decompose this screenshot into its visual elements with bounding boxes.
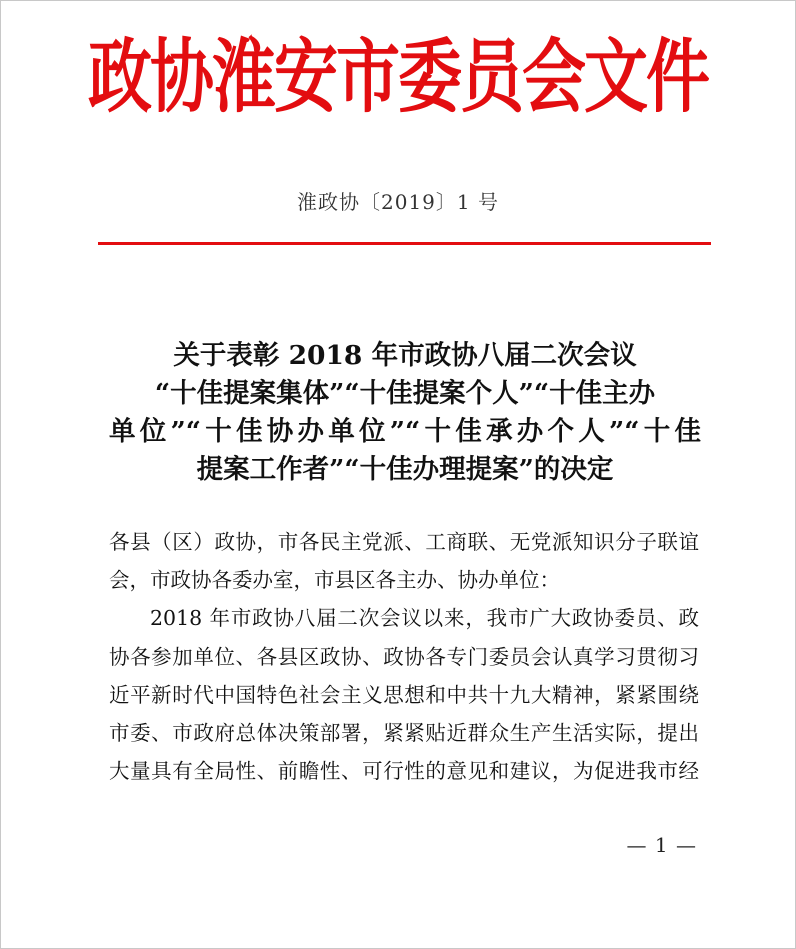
paragraph-line: 大量具有全局性、前瞻性、可行性的意见和建议，为促进我市经 (109, 759, 699, 784)
title-line: “十佳提案集体”“十佳提案个人”“十佳主办 (154, 378, 656, 409)
addressee-line: 会，市政协各委办室，市县区各主办、协办单位： (109, 568, 560, 593)
red-separator-line (98, 242, 711, 245)
document-title (109, 337, 701, 489)
page-number: — 1 — (626, 833, 697, 857)
title-line: 关于表彰 2018 年市政协八届二次会议 (173, 340, 637, 371)
addressee-line: 各县（区）政协，市各民主党派、工商联、无党派知识分子联谊 (109, 530, 699, 554)
paragraph-line: 近平新时代中国特色社会主义思想和中共十九大精神，紧紧围绕 (109, 682, 699, 707)
document-body (109, 523, 699, 790)
title-line: 提案工作者”“十佳办理提案”的决定 (196, 454, 614, 485)
paragraph-line: 协各参加单位、各县区政协、政协各专门委员会认真学习贯彻习 (109, 644, 699, 669)
paragraph-line: 市委、市政府总体决策部署，紧紧贴近群众生产生活实际，提出 (109, 721, 699, 746)
document-number: 淮政协〔2019〕1 号 (297, 190, 499, 214)
paragraph-line: 2018 年市政协八届二次会议以来，我市广大政协委员、政 (150, 606, 699, 631)
document-masthead: 政协淮安市委员会文件 (88, 31, 708, 125)
title-line: 单位”“十佳协办单位”“十佳承办个人”“十佳 (109, 416, 701, 447)
